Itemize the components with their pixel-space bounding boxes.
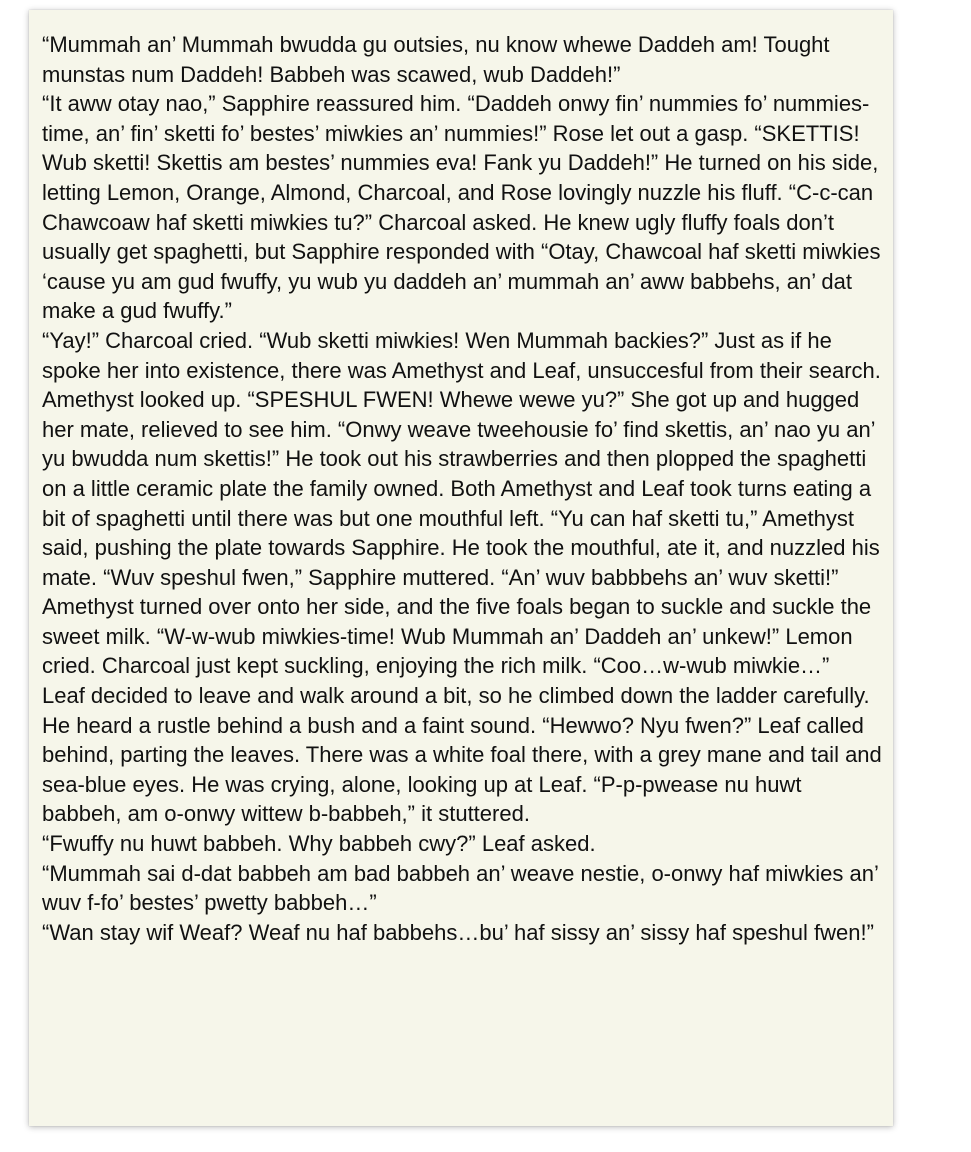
paragraph: “Mummah sai d-dat babbeh am bad babbeh an’ weave nestie, o-onwy haf miwkies an’ wuv f-fo’ bestes’ pwetty babbeh…” bbox=[42, 860, 879, 916]
paragraph: “Mummah an’ Mummah bwudda gu outsies, nu know whewe Daddeh am! Tought munstas num Daddeh! Babbeh was scawed, wub Daddeh!” bbox=[42, 32, 830, 87]
paragraph: “It aww otay nao,” Sapphire reassured him. “Daddeh onwy fin’ nummies fo’ nummies-time, an’ fin’ sketti fo’ bestes’ miwkies an’ nummies!” Rose let out a gasp. “SKETTIS! Wub sketti! Skettis am bestes’ nummies eva! Fank yu Daddeh!” He turned on his side, letting Lemon, Orange, Almond, Charcoal, and Rose lovingly nuzzle his fluff. “C-c-can Chawcoaw haf sketti miwkies tu?” Charcoal asked. He knew ugly fluffy foals don’t usually get spaghetti, but Sapphire responded with “Otay, Chawcoal haf sketti miwkies ‘cause yu am gud fwuffy, yu wub yu daddeh an’ mummah an’ aww babbehs, an’ dat make a gud fwuffy.” bbox=[42, 91, 881, 324]
document-body bbox=[42, 30, 887, 947]
paragraph: Leaf decided to leave and walk around a bit, so he climbed down the ladder carefully. He heard a rustle behind a bush and a faint sound. “Hewwo? Nyu fwen?” Leaf called behind, parting the leaves. There was a white foal there, with a grey mane and tail and sea-blue eyes. He was crying, alone, looking up at Leaf. “P-p-pwease nu huwt babbeh, am o-onwy wittew b-babbeh,” it stuttered. bbox=[42, 683, 882, 827]
paragraph: “Fwuffy nu huwt babbeh. Why babbeh cwy?” Leaf asked. bbox=[42, 831, 596, 857]
document-page bbox=[29, 10, 893, 1126]
paragraph: “Wan stay wif Weaf? Weaf nu haf babbehs…bu’ haf sissy an’ sissy haf speshul fwen!” bbox=[42, 919, 874, 945]
paragraph: “Yay!” Charcoal cried. “Wub sketti miwkies! Wen Mummah backies?” Just as if he spoke her into existence, there was Amethyst and Leaf, unsuccesful from their search. Amethyst looked up. “SPESHUL FWEN! Whewe wewe yu?” She got up and hugged her mate, relieved to see him. “Onwy weave tweehousie fo’ find skettis, an’ nao yu an’ yu bwudda num skettis!” He took out his strawberries and then plopped the spaghetti on a little ceramic plate the family owned. Both Amethyst and Leaf took turns eating a bit of spaghetti until there was but one mouthful left. “Yu can haf sketti tu,” Amethyst said, pushing the plate towards Sapphire. He took the mouthful, ate it, and nuzzled his mate. “Wuv speshul fwen,” Sapphire muttered. “An’ wuv babbbehs an’ wuv sketti!” Amethyst turned over onto her side, and the five foals began to suckle and suckle the sweet milk. “W-w-wub miwkies-time! Wub Mummah an’ Daddeh an’ unkew!” Lemon cried. Charcoal just kept suckling, enjoying the rich milk. “Coo…w-wub miwkie…” bbox=[42, 327, 881, 679]
